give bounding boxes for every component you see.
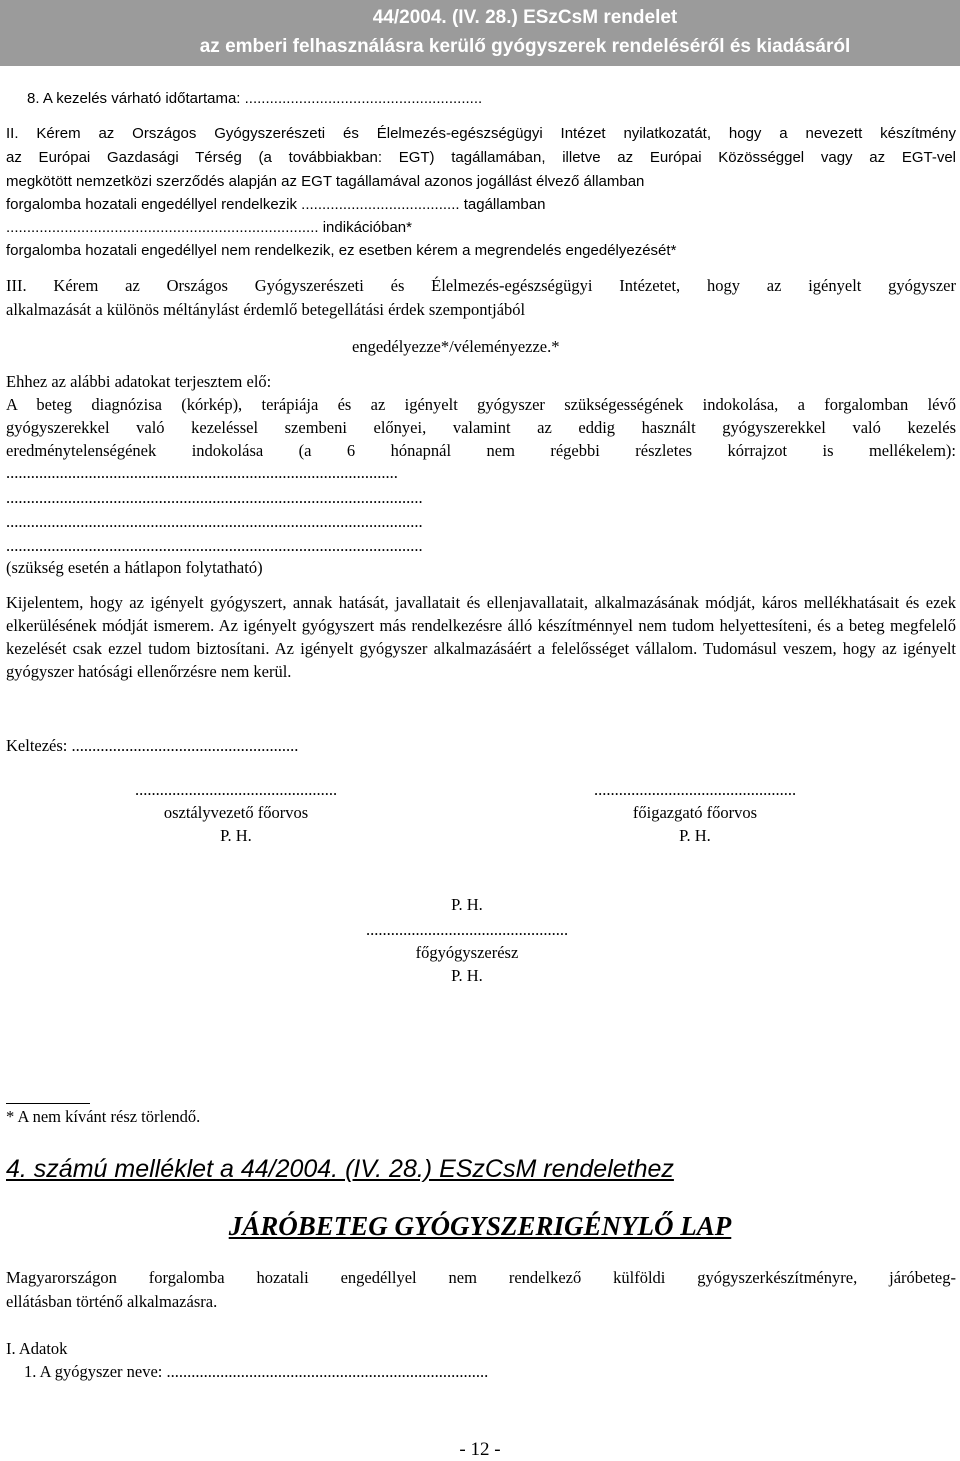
- section-2-line-6: forgalomba hozatali engedéllyel nem rendelkezik, ez esetben kérem a megrendelés engedélyezését*: [6, 242, 677, 259]
- diagnosis-line-3: eredménytelenségének indokolása (a 6 hónapnál nem régebbi részletes kórrajzot is mellékelem):: [6, 441, 956, 460]
- stamp-label-center: P. H.: [451, 966, 483, 985]
- item-8-duration: 8. A kezelés várható időtartama: .........................................................: [27, 90, 483, 107]
- header-line-2: az emberi felhasználásra kerülő gyógyszerek rendeléséről és kiadásáról: [199, 36, 851, 57]
- diagnosis-dots-3: .....................................................................................................: [6, 512, 423, 531]
- diagnosis-line-2: gyógyszerekkel való kezeléssel szembeni előnyei, valamint az eddig használt gyógyszerekkel való kezelés: [6, 418, 956, 437]
- section-3-line-3: engedélyezze*/véleményezze.*: [352, 337, 560, 356]
- section-2-line-4: forgalomba hozatali engedéllyel rendelkezik ...................................... tagállamban: [6, 196, 546, 213]
- declaration-paragraph: Kijelentem, hogy az igényelt gyógyszert, annak hatását, javallatait és ellenjavallatait, alkalmazásának módját, káros mellékhatásait és ezek elkerülésének módját ismerem. Az igényelt gyógyszert más rendelkezésre álló készítménnyel nem tudom helyettesíteni, és a beteg megfelelő kezelését csak ezzel tudom biztosítani. Az igényelt gyógyszer alkalmazásáért a felelősséget vállalom. Tudomásul veszem, hogy az igényelt gyógyszer hatósági ellenőrzésre nem kerül.: [6, 593, 956, 681]
- section-1-heading: I. Adatok: [6, 1339, 68, 1358]
- signature-title-right: főigazgató főorvos: [632, 803, 758, 822]
- section-2-line-5: ........................................................................... indikációban*: [6, 219, 412, 236]
- section-2-line-1: II. Kérem az Országos Gyógyszerészeti és Élelmezés-egészségügyi Intézet nyilatkozatát, hogy a nevezett készítmény: [6, 125, 956, 142]
- section-3-line-1: III. Kérem az Országos Gyógyszerészeti és Élelmezés-egészségügyi Intézetet, hogy az igényelt gyógyszer: [6, 276, 956, 295]
- signature-title-center: főgyógyszerész: [415, 943, 519, 962]
- signature-line-left: .................................................: [134, 780, 338, 799]
- header-line-1: 44/2004. (IV. 28.) ESzCsM rendelet: [372, 7, 678, 28]
- continue-note: (szükség esetén a hátlapon folytatható): [6, 558, 263, 577]
- stamp-label-right: P. H.: [679, 826, 711, 845]
- date-field: Keltezés: .......................................................: [6, 736, 299, 755]
- footnote-rule: [6, 1103, 90, 1104]
- data-intro: Ehhez az alábbi adatokat terjesztem elő:: [6, 372, 272, 391]
- page-number: - 12 -: [459, 1439, 501, 1460]
- stamp-label-left: P. H.: [220, 826, 252, 845]
- annex-title: 4. számú melléklet a 44/2004. (IV. 28.) ESzCsM rendelethez: [6, 1155, 674, 1183]
- intro-line-2: ellátásban történő alkalmazásra.: [6, 1292, 218, 1311]
- intro-line-1: Magyarországon forgalomba hozatali engedéllyel nem rendelkező külföldi gyógyszerkészítményre, járóbeteg-: [6, 1268, 956, 1287]
- diagnosis-dots-1: ...............................................................................................: [6, 463, 398, 482]
- section-2-line-2: az Európai Gazdasági Térség (a továbbiakban: EGT) tagállamában, illetve az Európai Közösséggel vagy az EGT-vel: [6, 149, 956, 166]
- form-title: JÁRÓBETEG GYÓGYSZERIGÉNYLŐ LAP: [228, 1211, 732, 1241]
- signature-line-right: .................................................: [593, 780, 797, 799]
- diagnosis-dots-4: .....................................................................................................: [6, 536, 423, 555]
- diagnosis-line-1: A beteg diagnózisa (kórkép), terápiája és az igényelt gyógyszer szükségességének indokolása, a forgalomban lévő: [6, 395, 956, 414]
- running-header: [0, 0, 960, 66]
- section-3-line-2: alkalmazását a különös méltánylást érdemlő betegellátási érdek szempontjából: [6, 300, 526, 319]
- stamp-label-center-top: P. H.: [451, 895, 483, 914]
- signature-title-left: osztályvezető főorvos: [163, 803, 309, 822]
- item-1-drug-name: 1. A gyógyszer neve: ..............................................................................: [24, 1362, 489, 1381]
- footnote: * A nem kívánt rész törlendő.: [6, 1107, 201, 1126]
- section-2-line-3: megkötött nemzetközi szerződés alapján az EGT tagállamával azonos jogállást élvező államban: [6, 173, 645, 190]
- signature-line-center: .................................................: [365, 920, 569, 939]
- diagnosis-dots-2: .....................................................................................................: [6, 488, 423, 507]
